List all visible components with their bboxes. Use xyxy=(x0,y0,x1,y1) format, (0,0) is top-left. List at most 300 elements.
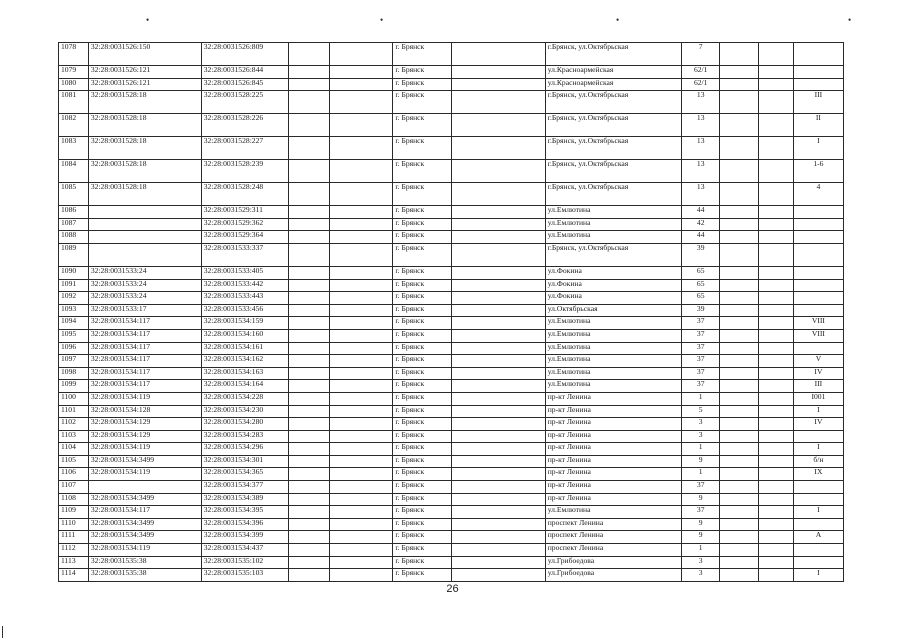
cell-empty xyxy=(289,91,329,114)
cell-house: 37 xyxy=(682,380,720,393)
cell-city: г. Брянск xyxy=(393,418,452,431)
cell-empty xyxy=(720,243,758,266)
cell-empty xyxy=(329,292,393,305)
cell-b: 32:28:0031535:102 xyxy=(201,556,288,569)
cell-city: г. Брянск xyxy=(393,91,452,114)
cell-empty xyxy=(451,455,545,468)
table-row xyxy=(59,279,844,292)
cell-house: 13 xyxy=(682,183,720,206)
page-number: 26 xyxy=(446,583,459,595)
table-row xyxy=(59,468,844,481)
cell-addr: пр-кт Ленина xyxy=(545,418,681,431)
cell-apt: VIII xyxy=(793,329,843,342)
cell-empty xyxy=(289,317,329,330)
cell-empty xyxy=(758,569,793,582)
cell-house: 1 xyxy=(682,392,720,405)
cell-apt xyxy=(793,481,843,494)
cell-addr: ул.Емлютина xyxy=(545,218,681,231)
cell-a: 32:28:0031534:129 xyxy=(88,430,201,443)
table-row xyxy=(59,218,844,231)
cell-city: г. Брянск xyxy=(393,279,452,292)
table-row xyxy=(59,418,844,431)
cell-b: 32:28:0031534:160 xyxy=(201,329,288,342)
cell-n: 1094 xyxy=(59,317,89,330)
cell-city: г. Брянск xyxy=(393,506,452,519)
cell-b: 32:28:0031534:162 xyxy=(201,355,288,368)
cell-city: г. Брянск xyxy=(393,183,452,206)
cell-empty xyxy=(720,160,758,183)
cell-n: 1087 xyxy=(59,218,89,231)
cell-empty xyxy=(329,243,393,266)
cell-empty xyxy=(451,367,545,380)
cell-a xyxy=(88,481,201,494)
cell-house: 37 xyxy=(682,506,720,519)
cell-empty xyxy=(758,317,793,330)
cell-house: 13 xyxy=(682,91,720,114)
table-row xyxy=(59,556,844,569)
cell-apt xyxy=(793,292,843,305)
table-row xyxy=(59,206,844,219)
cell-house: 42 xyxy=(682,218,720,231)
table-row xyxy=(59,317,844,330)
cell-city: г. Брянск xyxy=(393,569,452,582)
cell-empty xyxy=(720,556,758,569)
cell-a: 32:28:0031526:150 xyxy=(88,43,201,66)
cell-empty xyxy=(720,206,758,219)
cell-b: 32:28:0031534:377 xyxy=(201,481,288,494)
cell-a: 32:28:0031535:38 xyxy=(88,556,201,569)
cell-empty xyxy=(451,266,545,279)
cell-addr: ул.Емлютина xyxy=(545,506,681,519)
cell-empty xyxy=(451,531,545,544)
cell-n: 1091 xyxy=(59,279,89,292)
cell-empty xyxy=(758,355,793,368)
cell-apt: IX xyxy=(793,468,843,481)
cell-city: г. Брянск xyxy=(393,317,452,330)
cell-apt: 4 xyxy=(793,183,843,206)
cell-empty xyxy=(720,91,758,114)
cell-empty xyxy=(720,78,758,91)
table-row xyxy=(59,78,844,91)
cell-addr: проспект Ленина xyxy=(545,531,681,544)
cell-a: 32:28:0031534:119 xyxy=(88,468,201,481)
cell-n: 1113 xyxy=(59,556,89,569)
cell-house: 65 xyxy=(682,279,720,292)
cell-empty xyxy=(758,78,793,91)
cell-a: 32:28:0031534:117 xyxy=(88,329,201,342)
cell-empty xyxy=(289,78,329,91)
cell-b: 32:28:0031534:164 xyxy=(201,380,288,393)
cell-addr: пр-кт Ленина xyxy=(545,468,681,481)
cell-empty xyxy=(329,418,393,431)
cell-n: 1096 xyxy=(59,342,89,355)
cell-empty xyxy=(451,518,545,531)
cell-city: г. Брянск xyxy=(393,218,452,231)
cell-addr: ул.Емлютина xyxy=(545,317,681,330)
cell-addr: ул.Фокина xyxy=(545,266,681,279)
cell-empty xyxy=(329,380,393,393)
cell-empty xyxy=(289,292,329,305)
cell-n: 1105 xyxy=(59,455,89,468)
cell-addr: пр-кт Ленина xyxy=(545,481,681,494)
cell-empty xyxy=(758,506,793,519)
cell-empty xyxy=(329,531,393,544)
cell-empty xyxy=(451,506,545,519)
cell-empty xyxy=(289,556,329,569)
cell-a: 32:28:0031534:119 xyxy=(88,443,201,456)
cell-addr: г.Брянск, ул.Октябрьская xyxy=(545,43,681,66)
cell-addr: пр-кт Ленина xyxy=(545,493,681,506)
cell-a: 32:28:0031528:18 xyxy=(88,91,201,114)
cell-apt xyxy=(793,243,843,266)
cell-empty xyxy=(329,78,393,91)
cell-a: 32:28:0031534:119 xyxy=(88,392,201,405)
cell-a: 32:28:0031534:3499 xyxy=(88,455,201,468)
cell-addr: ул.Октябрьская xyxy=(545,304,681,317)
cell-b: 32:28:0031529:364 xyxy=(201,231,288,244)
cell-house: 1 xyxy=(682,544,720,557)
cell-b: 32:28:0031534:280 xyxy=(201,418,288,431)
cell-a: 32:28:0031534:117 xyxy=(88,342,201,355)
cell-empty xyxy=(289,481,329,494)
cell-addr: ул.Емлютина xyxy=(545,231,681,244)
cell-city: г. Брянск xyxy=(393,137,452,160)
scan-artifact: • xyxy=(380,15,384,25)
cell-house: 3 xyxy=(682,418,720,431)
table-row xyxy=(59,160,844,183)
table-row xyxy=(59,91,844,114)
cell-empty xyxy=(329,468,393,481)
cell-empty xyxy=(758,266,793,279)
cell-addr: ул.Емлютина xyxy=(545,355,681,368)
cell-empty xyxy=(720,544,758,557)
cell-b: 32:28:0031528:239 xyxy=(201,160,288,183)
cell-b: 32:28:0031528:227 xyxy=(201,137,288,160)
cell-empty xyxy=(720,518,758,531)
cell-addr: ул.Емлютина xyxy=(545,367,681,380)
cell-n: 1101 xyxy=(59,405,89,418)
cell-house: 39 xyxy=(682,243,720,266)
cell-a xyxy=(88,218,201,231)
cell-house: 37 xyxy=(682,481,720,494)
cell-apt: I xyxy=(793,506,843,519)
cell-addr: пр-кт Ленина xyxy=(545,392,681,405)
table-row xyxy=(59,43,844,66)
cell-city: г. Брянск xyxy=(393,160,452,183)
cell-n: 1107 xyxy=(59,481,89,494)
cell-city: г. Брянск xyxy=(393,342,452,355)
cell-a: 32:28:0031534:3499 xyxy=(88,493,201,506)
cell-empty xyxy=(289,114,329,137)
cell-n: 1109 xyxy=(59,506,89,519)
cell-a: 32:28:0031533:24 xyxy=(88,266,201,279)
cell-b: 32:28:0031533:337 xyxy=(201,243,288,266)
cell-b: 32:28:0031526:845 xyxy=(201,78,288,91)
cell-empty xyxy=(289,506,329,519)
cell-empty xyxy=(329,544,393,557)
cell-empty xyxy=(289,392,329,405)
cell-empty xyxy=(758,231,793,244)
cell-b: 32:28:0031529:311 xyxy=(201,206,288,219)
table-row xyxy=(59,266,844,279)
table-row xyxy=(59,292,844,305)
cell-empty xyxy=(289,206,329,219)
cell-empty xyxy=(720,405,758,418)
cell-empty xyxy=(329,342,393,355)
cell-b: 32:28:0031534:365 xyxy=(201,468,288,481)
cell-b: 32:28:0031528:225 xyxy=(201,91,288,114)
cell-empty xyxy=(329,329,393,342)
cell-empty xyxy=(720,418,758,431)
cell-empty xyxy=(329,317,393,330)
cell-empty xyxy=(289,418,329,431)
cell-empty xyxy=(451,544,545,557)
cell-house: 44 xyxy=(682,231,720,244)
cell-b: 32:28:0031534:396 xyxy=(201,518,288,531)
table-row xyxy=(59,137,844,160)
cell-house: 62/1 xyxy=(682,66,720,79)
cell-empty xyxy=(329,304,393,317)
cell-n: 1088 xyxy=(59,231,89,244)
cell-empty xyxy=(451,392,545,405)
cell-empty xyxy=(289,137,329,160)
table-row xyxy=(59,183,844,206)
cell-house: 65 xyxy=(682,266,720,279)
cell-apt xyxy=(793,279,843,292)
cell-empty xyxy=(329,443,393,456)
cell-a: 32:28:0031534:117 xyxy=(88,317,201,330)
cell-empty xyxy=(758,367,793,380)
cell-b: 32:28:0031533:443 xyxy=(201,292,288,305)
cell-city: г. Брянск xyxy=(393,380,452,393)
cell-empty xyxy=(329,279,393,292)
cell-empty xyxy=(758,183,793,206)
cell-city: г. Брянск xyxy=(393,531,452,544)
cell-apt: I xyxy=(793,137,843,160)
cell-empty xyxy=(289,304,329,317)
cell-empty xyxy=(289,43,329,66)
cell-empty xyxy=(329,266,393,279)
cell-empty xyxy=(720,66,758,79)
cell-empty xyxy=(329,355,393,368)
cell-empty xyxy=(720,569,758,582)
cell-empty xyxy=(720,317,758,330)
cell-apt xyxy=(793,43,843,66)
cell-empty xyxy=(758,380,793,393)
cell-empty xyxy=(289,66,329,79)
cell-n: 1112 xyxy=(59,544,89,557)
cell-empty xyxy=(451,355,545,368)
cell-house: 3 xyxy=(682,556,720,569)
cell-house: 62/1 xyxy=(682,78,720,91)
cell-a: 32:28:0031535:38 xyxy=(88,569,201,582)
cell-empty xyxy=(758,91,793,114)
cell-empty xyxy=(451,279,545,292)
table-row xyxy=(59,506,844,519)
cell-addr: ул.Грибоедова xyxy=(545,556,681,569)
cell-addr: ул.Емлютина xyxy=(545,380,681,393)
cell-empty xyxy=(329,455,393,468)
cell-empty xyxy=(289,218,329,231)
cell-empty xyxy=(329,218,393,231)
registry-table xyxy=(58,42,844,582)
cell-city: г. Брянск xyxy=(393,355,452,368)
cell-house: 39 xyxy=(682,304,720,317)
cell-empty xyxy=(329,493,393,506)
cell-b: 32:28:0031534:296 xyxy=(201,443,288,456)
cell-n: 1108 xyxy=(59,493,89,506)
cell-apt: I001 xyxy=(793,392,843,405)
cell-empty xyxy=(289,569,329,582)
cell-a: 32:28:0031528:18 xyxy=(88,183,201,206)
cell-empty xyxy=(720,468,758,481)
cell-city: г. Брянск xyxy=(393,405,452,418)
cell-house: 65 xyxy=(682,292,720,305)
cell-city: г. Брянск xyxy=(393,443,452,456)
cell-house: 3 xyxy=(682,569,720,582)
cell-empty xyxy=(758,329,793,342)
cell-house: 9 xyxy=(682,531,720,544)
cell-a: 32:28:0031534:117 xyxy=(88,367,201,380)
cell-n: 1095 xyxy=(59,329,89,342)
cell-empty xyxy=(758,160,793,183)
cell-n: 1098 xyxy=(59,367,89,380)
cell-apt xyxy=(793,556,843,569)
cell-city: г. Брянск xyxy=(393,78,452,91)
cell-n: 1114 xyxy=(59,569,89,582)
cell-empty xyxy=(720,137,758,160)
cell-addr: г.Брянск, ул.Октябрьская xyxy=(545,91,681,114)
cell-house: 5 xyxy=(682,405,720,418)
cell-b: 32:28:0031534:159 xyxy=(201,317,288,330)
cell-house: 9 xyxy=(682,455,720,468)
cell-empty xyxy=(451,243,545,266)
cell-a: 32:28:0031528:18 xyxy=(88,137,201,160)
cell-a xyxy=(88,243,201,266)
cell-empty xyxy=(329,206,393,219)
cell-addr: пр-кт Ленина xyxy=(545,455,681,468)
registry-table-body xyxy=(59,43,844,582)
table-row xyxy=(59,329,844,342)
table-row xyxy=(59,544,844,557)
cell-n: 1089 xyxy=(59,243,89,266)
cell-empty xyxy=(329,160,393,183)
cell-n: 1086 xyxy=(59,206,89,219)
table-row xyxy=(59,355,844,368)
cell-apt: А xyxy=(793,531,843,544)
cell-empty xyxy=(758,279,793,292)
cell-empty xyxy=(289,183,329,206)
cell-b: 32:28:0031534:283 xyxy=(201,430,288,443)
cell-house: 3 xyxy=(682,430,720,443)
cell-empty xyxy=(451,556,545,569)
cell-house: 7 xyxy=(682,43,720,66)
cell-empty xyxy=(329,481,393,494)
cell-apt xyxy=(793,218,843,231)
cell-empty xyxy=(329,91,393,114)
cell-a: 32:28:0031534:128 xyxy=(88,405,201,418)
cell-city: г. Брянск xyxy=(393,266,452,279)
cell-empty xyxy=(451,468,545,481)
cell-a xyxy=(88,206,201,219)
cell-a: 32:28:0031534:3499 xyxy=(88,531,201,544)
cell-empty xyxy=(329,43,393,66)
cell-empty xyxy=(451,342,545,355)
cell-a: 32:28:0031526:121 xyxy=(88,66,201,79)
cell-apt xyxy=(793,231,843,244)
cell-addr: ул.Грибоедова xyxy=(545,569,681,582)
cell-b: 32:28:0031533:405 xyxy=(201,266,288,279)
cell-addr: ул.Фокина xyxy=(545,279,681,292)
cell-house: 13 xyxy=(682,160,720,183)
scan-artifact: • xyxy=(146,15,150,25)
cell-empty xyxy=(720,329,758,342)
cell-empty xyxy=(758,243,793,266)
cell-city: г. Брянск xyxy=(393,556,452,569)
table-row xyxy=(59,114,844,137)
cell-empty xyxy=(451,317,545,330)
cell-apt xyxy=(793,206,843,219)
table-row xyxy=(59,380,844,393)
cell-apt: II xyxy=(793,114,843,137)
cell-empty xyxy=(329,231,393,244)
cell-n: 1093 xyxy=(59,304,89,317)
cell-empty xyxy=(451,405,545,418)
cell-empty xyxy=(758,206,793,219)
cell-empty xyxy=(451,231,545,244)
cell-addr: проспект Ленина xyxy=(545,544,681,557)
cell-apt: III xyxy=(793,380,843,393)
cell-addr: ул.Емлютина xyxy=(545,329,681,342)
cell-empty xyxy=(758,493,793,506)
cell-apt xyxy=(793,430,843,443)
cell-addr: г.Брянск, ул.Октябрьская xyxy=(545,243,681,266)
cell-n: 1106 xyxy=(59,468,89,481)
cell-city: г. Брянск xyxy=(393,329,452,342)
cell-empty xyxy=(451,304,545,317)
cell-a: 32:28:0031526:121 xyxy=(88,78,201,91)
cell-empty xyxy=(720,355,758,368)
cell-house: 1 xyxy=(682,468,720,481)
cell-empty xyxy=(758,114,793,137)
cell-n: 1092 xyxy=(59,292,89,305)
cell-empty xyxy=(289,279,329,292)
cell-empty xyxy=(720,506,758,519)
cell-empty xyxy=(329,569,393,582)
cell-empty xyxy=(720,481,758,494)
cell-empty xyxy=(329,556,393,569)
cell-b: 32:28:0031534:399 xyxy=(201,531,288,544)
cell-empty xyxy=(758,137,793,160)
cell-city: г. Брянск xyxy=(393,544,452,557)
table-row xyxy=(59,430,844,443)
cell-house: 9 xyxy=(682,493,720,506)
cell-city: г. Брянск xyxy=(393,292,452,305)
cell-addr: г.Брянск, ул.Октябрьская xyxy=(545,183,681,206)
table-row xyxy=(59,569,844,582)
cell-n: 1083 xyxy=(59,137,89,160)
cell-n: 1081 xyxy=(59,91,89,114)
table-row xyxy=(59,66,844,79)
cell-empty xyxy=(758,430,793,443)
cell-empty xyxy=(329,506,393,519)
cell-n: 1100 xyxy=(59,392,89,405)
cell-addr: проспект Ленина xyxy=(545,518,681,531)
cell-empty xyxy=(758,342,793,355)
cell-empty xyxy=(758,531,793,544)
cell-empty xyxy=(720,266,758,279)
cell-b: 32:28:0031526:844 xyxy=(201,66,288,79)
